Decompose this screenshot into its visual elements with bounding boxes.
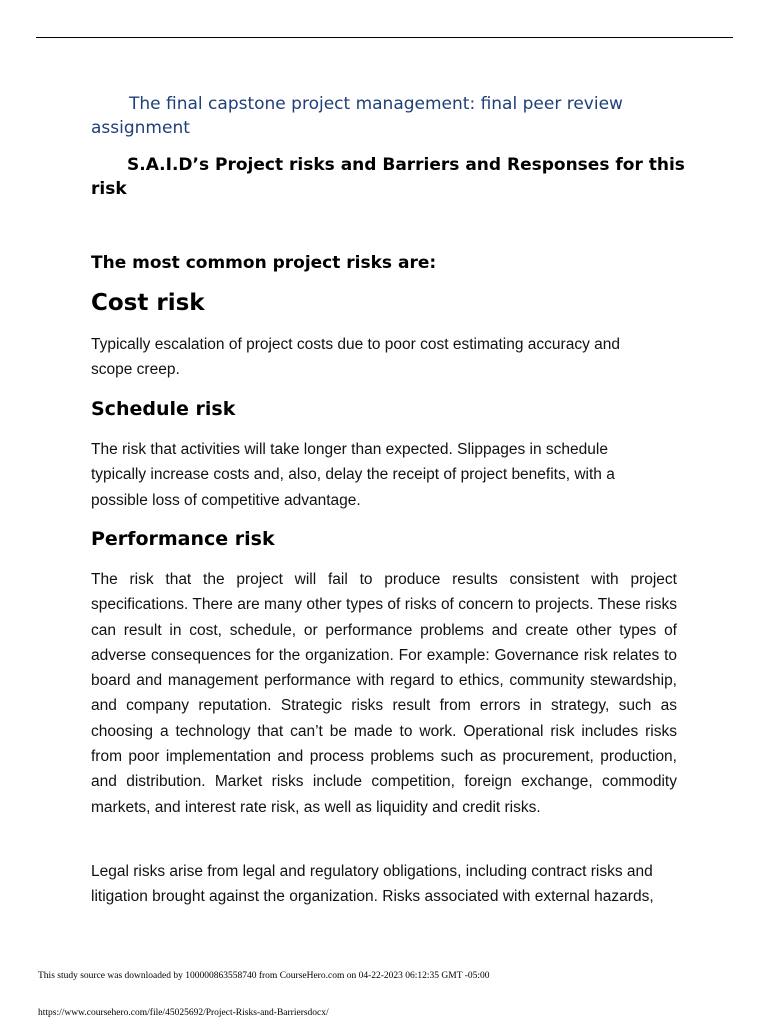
performance-risk-paragraph: The risk that the project will fail to produce results consistent with project specifications. There are many other types of risks of concern to projects. These risks can result in cost, schedule, or performance problems and create other types of adverse consequences for the organization. For example: Governance risk relates to board and management performance with regard to ethics, community stewardship, and company reputation. Strategic risks result from errors in strategy, such as choosing a technology that can’t be made to work. Operational risk includes risks from poor implementation and process problems such as procurement, production, and distribution. Market risks include competition, foreign exchange, commodity markets, and interest rate risk, as well as liquidity and credit risks. [91, 571, 677, 816]
source-url: https://www.coursehero.com/file/45025692/Project-Risks-and-Barriersdocx/ [38, 1008, 329, 1018]
performance-risk-heading: Performance risk [91, 528, 275, 550]
document-subtitle: S.A.I.D’s Project risks and Barriers and Responses for this risk [91, 155, 685, 199]
cost-risk-heading: Cost risk [91, 290, 205, 316]
document-title: The final capstone project management: final peer review assignment [91, 94, 623, 138]
schedule-risk-paragraph: The risk that activities will take longer than expected. Slippages in schedule typically increase costs and, also, delay the receipt of project benefits, with a possible loss of competitive advantage. [91, 441, 615, 509]
top-divider [36, 37, 733, 38]
intro-heading: The most common project risks are: [91, 253, 437, 273]
download-notice: This study source was downloaded by 100000863558740 from CourseHero.com on 04-22-2023 06:12:35 GMT -05:00 [38, 971, 490, 981]
legal-risk-paragraph: Legal risks arise from legal and regulatory obligations, including contract risks and litigation brought against the organization. Risks associated with external hazards, [91, 863, 654, 906]
cost-risk-paragraph: Typically escalation of project costs due to poor cost estimating accuracy and scope creep. [91, 336, 620, 379]
schedule-risk-heading: Schedule risk [91, 398, 236, 420]
